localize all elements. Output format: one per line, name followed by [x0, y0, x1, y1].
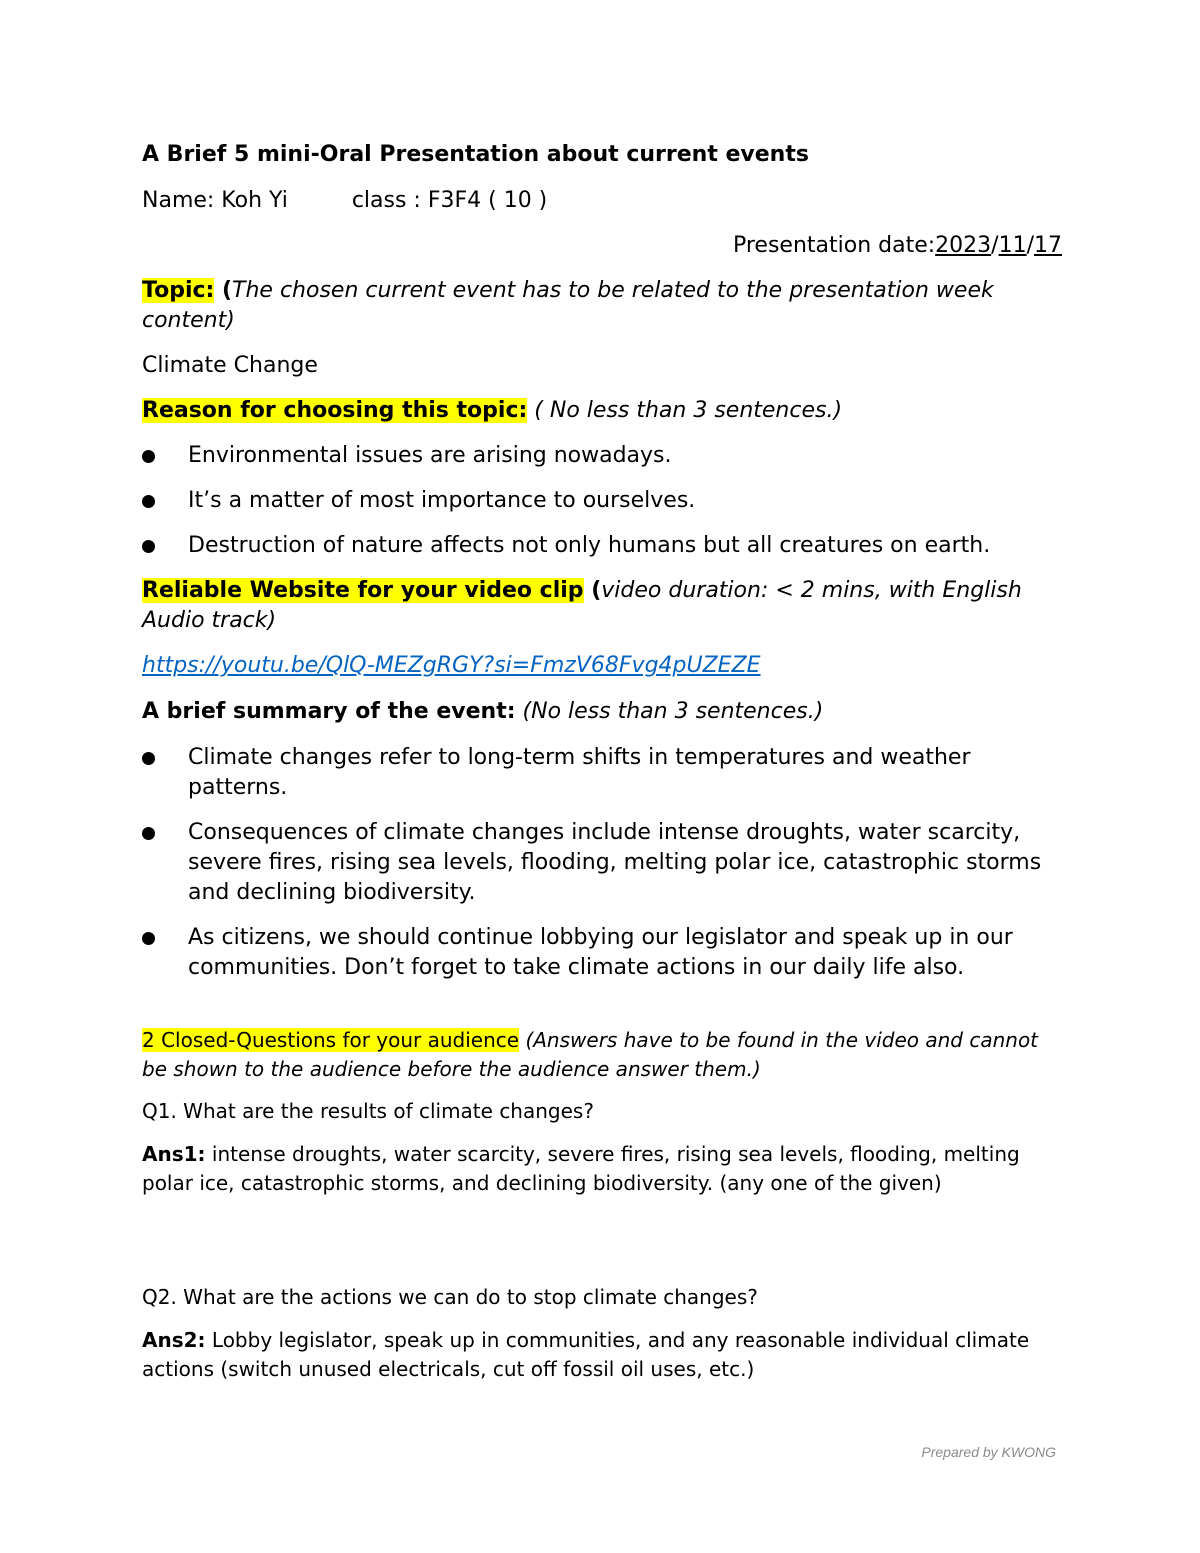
- answer-1-text: intense droughts, water scarcity, severe fires, rising sea levels, flooding, melting polar ice, catastrophic storms, and declining biodiversity. (any one of the given): [142, 1142, 1020, 1195]
- reason-heading-line: [142, 396, 1062, 426]
- footer-credit: Prepared by KWONG: [921, 1444, 1056, 1460]
- date-sep-2: /: [1026, 233, 1034, 258]
- date-year: 2023: [935, 233, 992, 258]
- website-heading: Reliable Website for your video clip: [142, 578, 584, 603]
- bullet-icon: [142, 540, 155, 553]
- questions-instruction: (Answers have to be found in the video and cannot be shown to the audience before the audience answer them.): [142, 1028, 1039, 1081]
- bullet-icon: [142, 495, 155, 508]
- topic-heading-line: [142, 276, 1062, 336]
- answer-1-label: Ans1:: [142, 1142, 206, 1166]
- summary-instruction: (No less than 3 sentences.): [515, 699, 824, 724]
- answer-1: [142, 1140, 1062, 1198]
- questions-heading-line: [142, 1026, 1062, 1084]
- bullet-icon: [142, 752, 155, 765]
- answer-2-label: Ans2:: [142, 1328, 206, 1352]
- date-sep-1: /: [991, 233, 999, 258]
- bullet-icon: [142, 827, 155, 840]
- reason-instruction: ( No less than 3 sentences.): [527, 398, 843, 423]
- class-label: class : F3F4 ( 10 ): [351, 188, 548, 213]
- video-link-line: [142, 651, 1062, 681]
- bullet-icon: [142, 932, 155, 945]
- document-title: A Brief 5 mini-Oral Presentation about current events: [142, 142, 809, 167]
- topic-value: Climate Change: [142, 353, 318, 378]
- website-open-paren: (: [583, 578, 602, 603]
- summary-heading: A brief summary of the event:: [142, 699, 516, 724]
- website-instruction: video duration: < 2 mins, with English Audio track): [142, 578, 1022, 633]
- answer-2: [142, 1326, 1062, 1384]
- questions-heading: 2 Closed-Questions for your audience: [142, 1028, 520, 1052]
- reason-heading: Reason for choosing this topic:: [142, 398, 528, 423]
- answer-2-text: Lobby legislator, speak up in communities, and any reasonable individual climate actions (switch unused electricals, cut off fossil oil uses, etc.): [142, 1328, 1030, 1381]
- date-month: 11: [998, 233, 1027, 258]
- bullet-icon: [142, 450, 155, 463]
- topic-instruction: The chosen current event has to be related to the presentation week content): [142, 278, 994, 333]
- name-label: Name: Koh Yi: [142, 188, 288, 213]
- student-info: [142, 186, 1062, 216]
- topic-heading: Topic:: [142, 278, 215, 303]
- topic-open-paren: (: [214, 278, 233, 303]
- document-page: A Brief 5 mini-Oral Presentation about current events Name: Koh Yi class : F3F4 ( 10 ) Presentation date:2023/11/17 Topic: (The chosen current event has to be related to the presentation week content) Climate Change Reason for choosing this topic: ( No less than 3 sentences.) Environmental issues are arising nowadays. It’s a matter of most importance to ourselves. Destruction of nature affects not only humans but all creatures on earth. Reliable Website for your video clip (video duration: < 2 mins, with English Audio track) https://youtu.be/QlQ-MEZgRGY?si=FmzV68Fvg4pUZEZE A brief summary of the event: (No less than 3 sentences.) Climate changes refer to long-term shifts in temperatures and weather patterns. Consequences of climate changes include intense droughts, water scarcity, severe fires, rising sea levels, flooding, melting polar ice, catastrophic storms and declining biodiversity. As citizens, we should continue lobbying our legislator and speak up in our communities. Don’t forget to take climate actions in our daily life also. 2 Closed-Questions for your audience (Answers have to be found in the video and cannot be shown to the audience before the audience answer them.) Q1. What are the results of climate changes? Ans1: intense droughts, water scarcity, severe fires, rising sea levels, flooding, melting polar ice, catastrophic storms, and declining biodiversity. (any one of the given) Q2. What are the actions we can do to stop climate changes? Ans2: Lobby legislator, speak up in communities, and any reasonable individual climate actions (switch unused electricals, cut off fossil oil uses, etc.) Prepared by KWONG: [142, 142, 1062, 1460]
- website-heading-line: [142, 576, 1062, 636]
- question-2: Q2. What are the actions we can do to stop climate changes?: [142, 1285, 758, 1309]
- summary-heading-line: [142, 697, 1062, 727]
- presentation-date-label: Presentation date:: [732, 233, 936, 258]
- presentation-date: [142, 231, 1062, 261]
- date-day: 17: [1034, 233, 1062, 258]
- question-1: Q1. What are the results of climate changes?: [142, 1099, 594, 1123]
- video-link[interactable]: https://youtu.be/QlQ-MEZgRGY?si=FmzV68Fvg4pUZEZE: [142, 653, 761, 678]
